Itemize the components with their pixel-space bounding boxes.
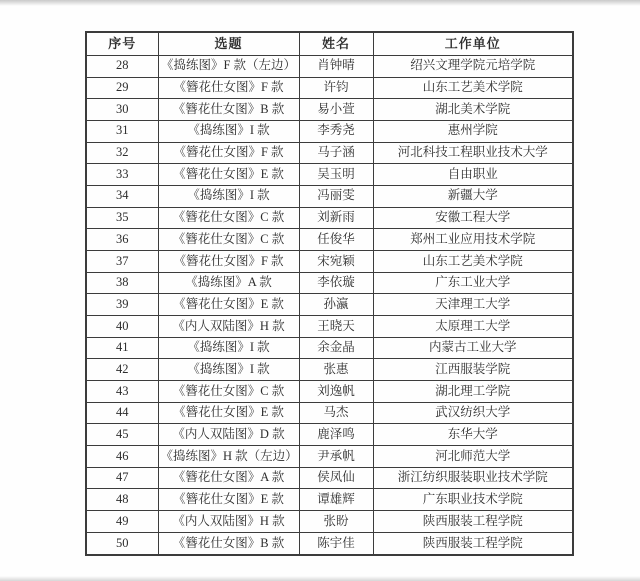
table-row xyxy=(86,142,573,164)
cell-unit: 东华大学 xyxy=(373,424,573,446)
cell-name: 刘逸帆 xyxy=(299,381,373,403)
cell-topic: 《簪花仕女图》A 款 xyxy=(158,467,299,489)
cell-topic: 《内人双陆图》H 款 xyxy=(158,316,299,338)
cell-unit: 湖北理工学院 xyxy=(373,381,573,403)
table-row xyxy=(86,467,573,489)
cell-name: 马杰 xyxy=(299,402,373,424)
table-row xyxy=(86,229,573,251)
table-row xyxy=(86,532,573,555)
cell-index: 43 xyxy=(86,381,158,403)
cell-unit: 河北科技工程职业技术大学 xyxy=(373,142,573,164)
column-header-topic: 选题 xyxy=(158,32,299,56)
cell-name: 王晓天 xyxy=(299,316,373,338)
cell-unit: 陕西服装工程学院 xyxy=(373,532,573,555)
table-body xyxy=(86,56,573,556)
cell-name: 李秀尧 xyxy=(299,121,373,143)
cell-topic: 《簪花仕女图》B 款 xyxy=(158,99,299,121)
cell-topic: 《簪花仕女图》C 款 xyxy=(158,229,299,251)
cell-index: 44 xyxy=(86,402,158,424)
cell-unit: 湖北美术学院 xyxy=(373,99,573,121)
cell-topic: 《捣练图》I 款 xyxy=(158,359,299,381)
table-row xyxy=(86,77,573,99)
cell-index: 49 xyxy=(86,511,158,533)
cell-unit: 天津理工大学 xyxy=(373,294,573,316)
cell-index: 36 xyxy=(86,229,158,251)
cell-unit: 新疆大学 xyxy=(373,186,573,208)
table-row xyxy=(86,294,573,316)
cell-index: 40 xyxy=(86,316,158,338)
cell-index: 35 xyxy=(86,207,158,229)
cell-unit: 江西服装学院 xyxy=(373,359,573,381)
table-row xyxy=(86,164,573,186)
cell-index: 46 xyxy=(86,446,158,468)
cell-index: 34 xyxy=(86,186,158,208)
cell-name: 谭雄辉 xyxy=(299,489,373,511)
cell-name: 鹿泽鸣 xyxy=(299,424,373,446)
cell-index: 32 xyxy=(86,142,158,164)
cell-name: 侯凤仙 xyxy=(299,467,373,489)
cell-unit: 浙江纺织服装职业技术学院 xyxy=(373,467,573,489)
cell-name: 孙瀛 xyxy=(299,294,373,316)
cell-unit: 郑州工业应用技术学院 xyxy=(373,229,573,251)
table-header xyxy=(86,32,573,56)
cell-index: 29 xyxy=(86,77,158,99)
cell-unit: 山东工艺美术学院 xyxy=(373,251,573,273)
cell-topic: 《簪花仕女图》B 款 xyxy=(158,532,299,555)
table-row xyxy=(86,186,573,208)
cell-index: 30 xyxy=(86,99,158,121)
selection-results-table xyxy=(85,31,574,556)
cell-topic: 《簪花仕女图》F 款 xyxy=(158,142,299,164)
cell-name: 马子涵 xyxy=(299,142,373,164)
cell-name: 张惠 xyxy=(299,359,373,381)
cell-topic: 《捣练图》A 款 xyxy=(158,272,299,294)
cell-unit: 内蒙古工业大学 xyxy=(373,337,573,359)
cell-name: 余金晶 xyxy=(299,337,373,359)
cell-unit: 惠州学院 xyxy=(373,121,573,143)
cell-name: 肖钟晴 xyxy=(299,56,373,78)
cell-unit: 陕西服装工程学院 xyxy=(373,511,573,533)
cell-unit: 太原理工大学 xyxy=(373,316,573,338)
cell-unit: 广东职业技术学院 xyxy=(373,489,573,511)
cell-index: 45 xyxy=(86,424,158,446)
cell-unit: 安徽工程大学 xyxy=(373,207,573,229)
cell-name: 陈宇佳 xyxy=(299,532,373,555)
table-row xyxy=(86,56,573,78)
page-bottom-edge xyxy=(0,576,640,581)
header-row xyxy=(86,32,573,56)
cell-name: 任俊华 xyxy=(299,229,373,251)
table-row xyxy=(86,424,573,446)
table-row xyxy=(86,446,573,468)
cell-unit: 河北师范大学 xyxy=(373,446,573,468)
table-row xyxy=(86,272,573,294)
cell-index: 42 xyxy=(86,359,158,381)
cell-topic: 《捣练图》F 款（左边） xyxy=(158,56,299,78)
table-row xyxy=(86,99,573,121)
cell-topic: 《簪花仕女图》E 款 xyxy=(158,294,299,316)
cell-unit: 自由职业 xyxy=(373,164,573,186)
page-top-edge xyxy=(0,0,640,6)
cell-topic: 《簪花仕女图》E 款 xyxy=(158,402,299,424)
cell-unit: 武汉纺织大学 xyxy=(373,402,573,424)
table-row xyxy=(86,511,573,533)
cell-topic: 《捣练图》I 款 xyxy=(158,337,299,359)
cell-topic: 《簪花仕女图》C 款 xyxy=(158,381,299,403)
cell-name: 吴玉明 xyxy=(299,164,373,186)
cell-index: 28 xyxy=(86,56,158,78)
cell-name: 尹承帆 xyxy=(299,446,373,468)
cell-index: 50 xyxy=(86,532,158,555)
cell-topic: 《内人双陆图》H 款 xyxy=(158,511,299,533)
cell-name: 刘新雨 xyxy=(299,207,373,229)
table-row xyxy=(86,402,573,424)
cell-index: 47 xyxy=(86,467,158,489)
table-row xyxy=(86,359,573,381)
table-row xyxy=(86,121,573,143)
cell-index: 41 xyxy=(86,337,158,359)
table-row xyxy=(86,337,573,359)
column-header-unit: 工作单位 xyxy=(373,32,573,56)
cell-index: 37 xyxy=(86,251,158,273)
cell-index: 31 xyxy=(86,121,158,143)
cell-name: 李依璇 xyxy=(299,272,373,294)
cell-index: 39 xyxy=(86,294,158,316)
table-row xyxy=(86,251,573,273)
cell-unit: 广东工业大学 xyxy=(373,272,573,294)
table-row xyxy=(86,489,573,511)
cell-topic: 《捣练图》I 款 xyxy=(158,186,299,208)
table-row xyxy=(86,381,573,403)
cell-unit: 山东工艺美术学院 xyxy=(373,77,573,99)
cell-name: 张盼 xyxy=(299,511,373,533)
cell-name: 许钧 xyxy=(299,77,373,99)
cell-name: 易小萱 xyxy=(299,99,373,121)
cell-unit: 绍兴文理学院元培学院 xyxy=(373,56,573,78)
cell-index: 48 xyxy=(86,489,158,511)
column-header-name: 姓名 xyxy=(299,32,373,56)
cell-topic: 《内人双陆图》D 款 xyxy=(158,424,299,446)
column-header-index: 序号 xyxy=(86,32,158,56)
cell-index: 38 xyxy=(86,272,158,294)
cell-name: 冯丽雯 xyxy=(299,186,373,208)
cell-topic: 《簪花仕女图》C 款 xyxy=(158,207,299,229)
table-row xyxy=(86,207,573,229)
cell-topic: 《簪花仕女图》E 款 xyxy=(158,489,299,511)
table-row xyxy=(86,316,573,338)
cell-index: 33 xyxy=(86,164,158,186)
cell-topic: 《捣练图》H 款（左边） xyxy=(158,446,299,468)
cell-topic: 《簪花仕女图》F 款 xyxy=(158,77,299,99)
cell-name: 宋宛颖 xyxy=(299,251,373,273)
cell-topic: 《捣练图》I 款 xyxy=(158,121,299,143)
cell-topic: 《簪花仕女图》E 款 xyxy=(158,164,299,186)
cell-topic: 《簪花仕女图》F 款 xyxy=(158,251,299,273)
